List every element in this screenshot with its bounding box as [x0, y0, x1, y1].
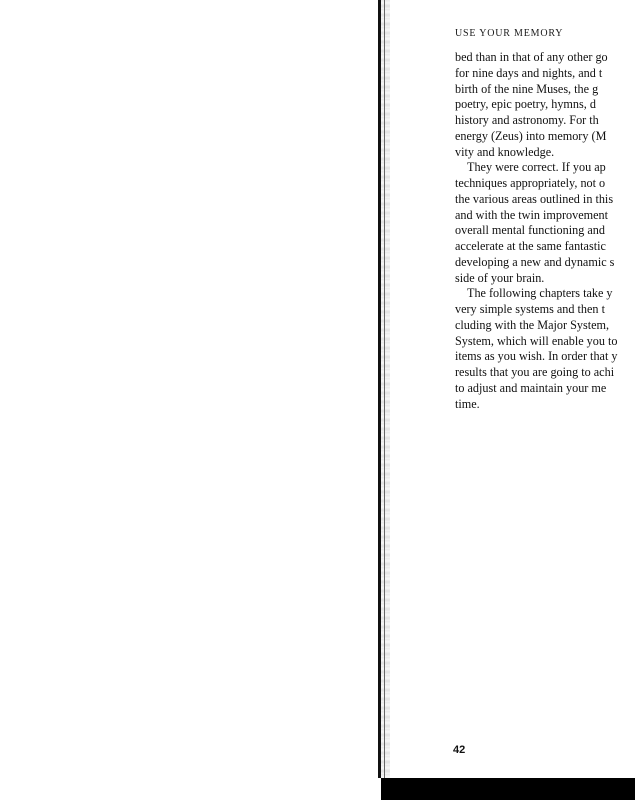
page-number: 42	[453, 744, 466, 756]
text-line: bed than in that of any other go	[455, 50, 608, 64]
page-binding-edge	[378, 0, 381, 778]
text-line: techniques appropriately, not o	[455, 176, 606, 190]
text-line: for nine days and nights, and t	[455, 65, 603, 80]
text-line: developing a new and dynamic s	[455, 254, 615, 269]
text-line: The following chapters take y	[467, 286, 613, 301]
text-line: accelerate at the same fantastic	[455, 239, 606, 253]
text-line: System, which will enable you to	[455, 333, 618, 348]
text-line: and with the twin improvement	[455, 207, 608, 222]
body-text	[455, 50, 635, 412]
text-line: the various areas outlined in this	[455, 191, 614, 206]
running-head: USE YOUR MEMORY	[455, 28, 564, 39]
page-binding-inner-line	[384, 0, 385, 778]
text-line: side of your brain.	[455, 270, 545, 285]
text-line: poetry, epic poetry, hymns, d	[455, 97, 596, 112]
text-line: cluding with the Major System,	[455, 317, 610, 332]
text-line: very simple systems and then t	[455, 302, 605, 316]
text-line: time.	[455, 396, 480, 411]
text-line: vity and knowledge.	[455, 144, 555, 159]
text-line: energy (Zeus) into memory (M	[455, 128, 607, 143]
text-line: birth of the nine Muses, the g	[455, 81, 599, 96]
scan-bottom-edge	[381, 778, 635, 800]
text-line: history and astronomy. For th	[455, 113, 599, 127]
text-line: results that you are going to achi	[455, 365, 615, 379]
text-line: items as you wish. In order that y	[455, 349, 618, 364]
text-line: overall mental functioning and	[455, 223, 605, 238]
text-line: They were correct. If you ap	[467, 160, 606, 175]
text-line: to adjust and maintain your me	[455, 380, 607, 395]
